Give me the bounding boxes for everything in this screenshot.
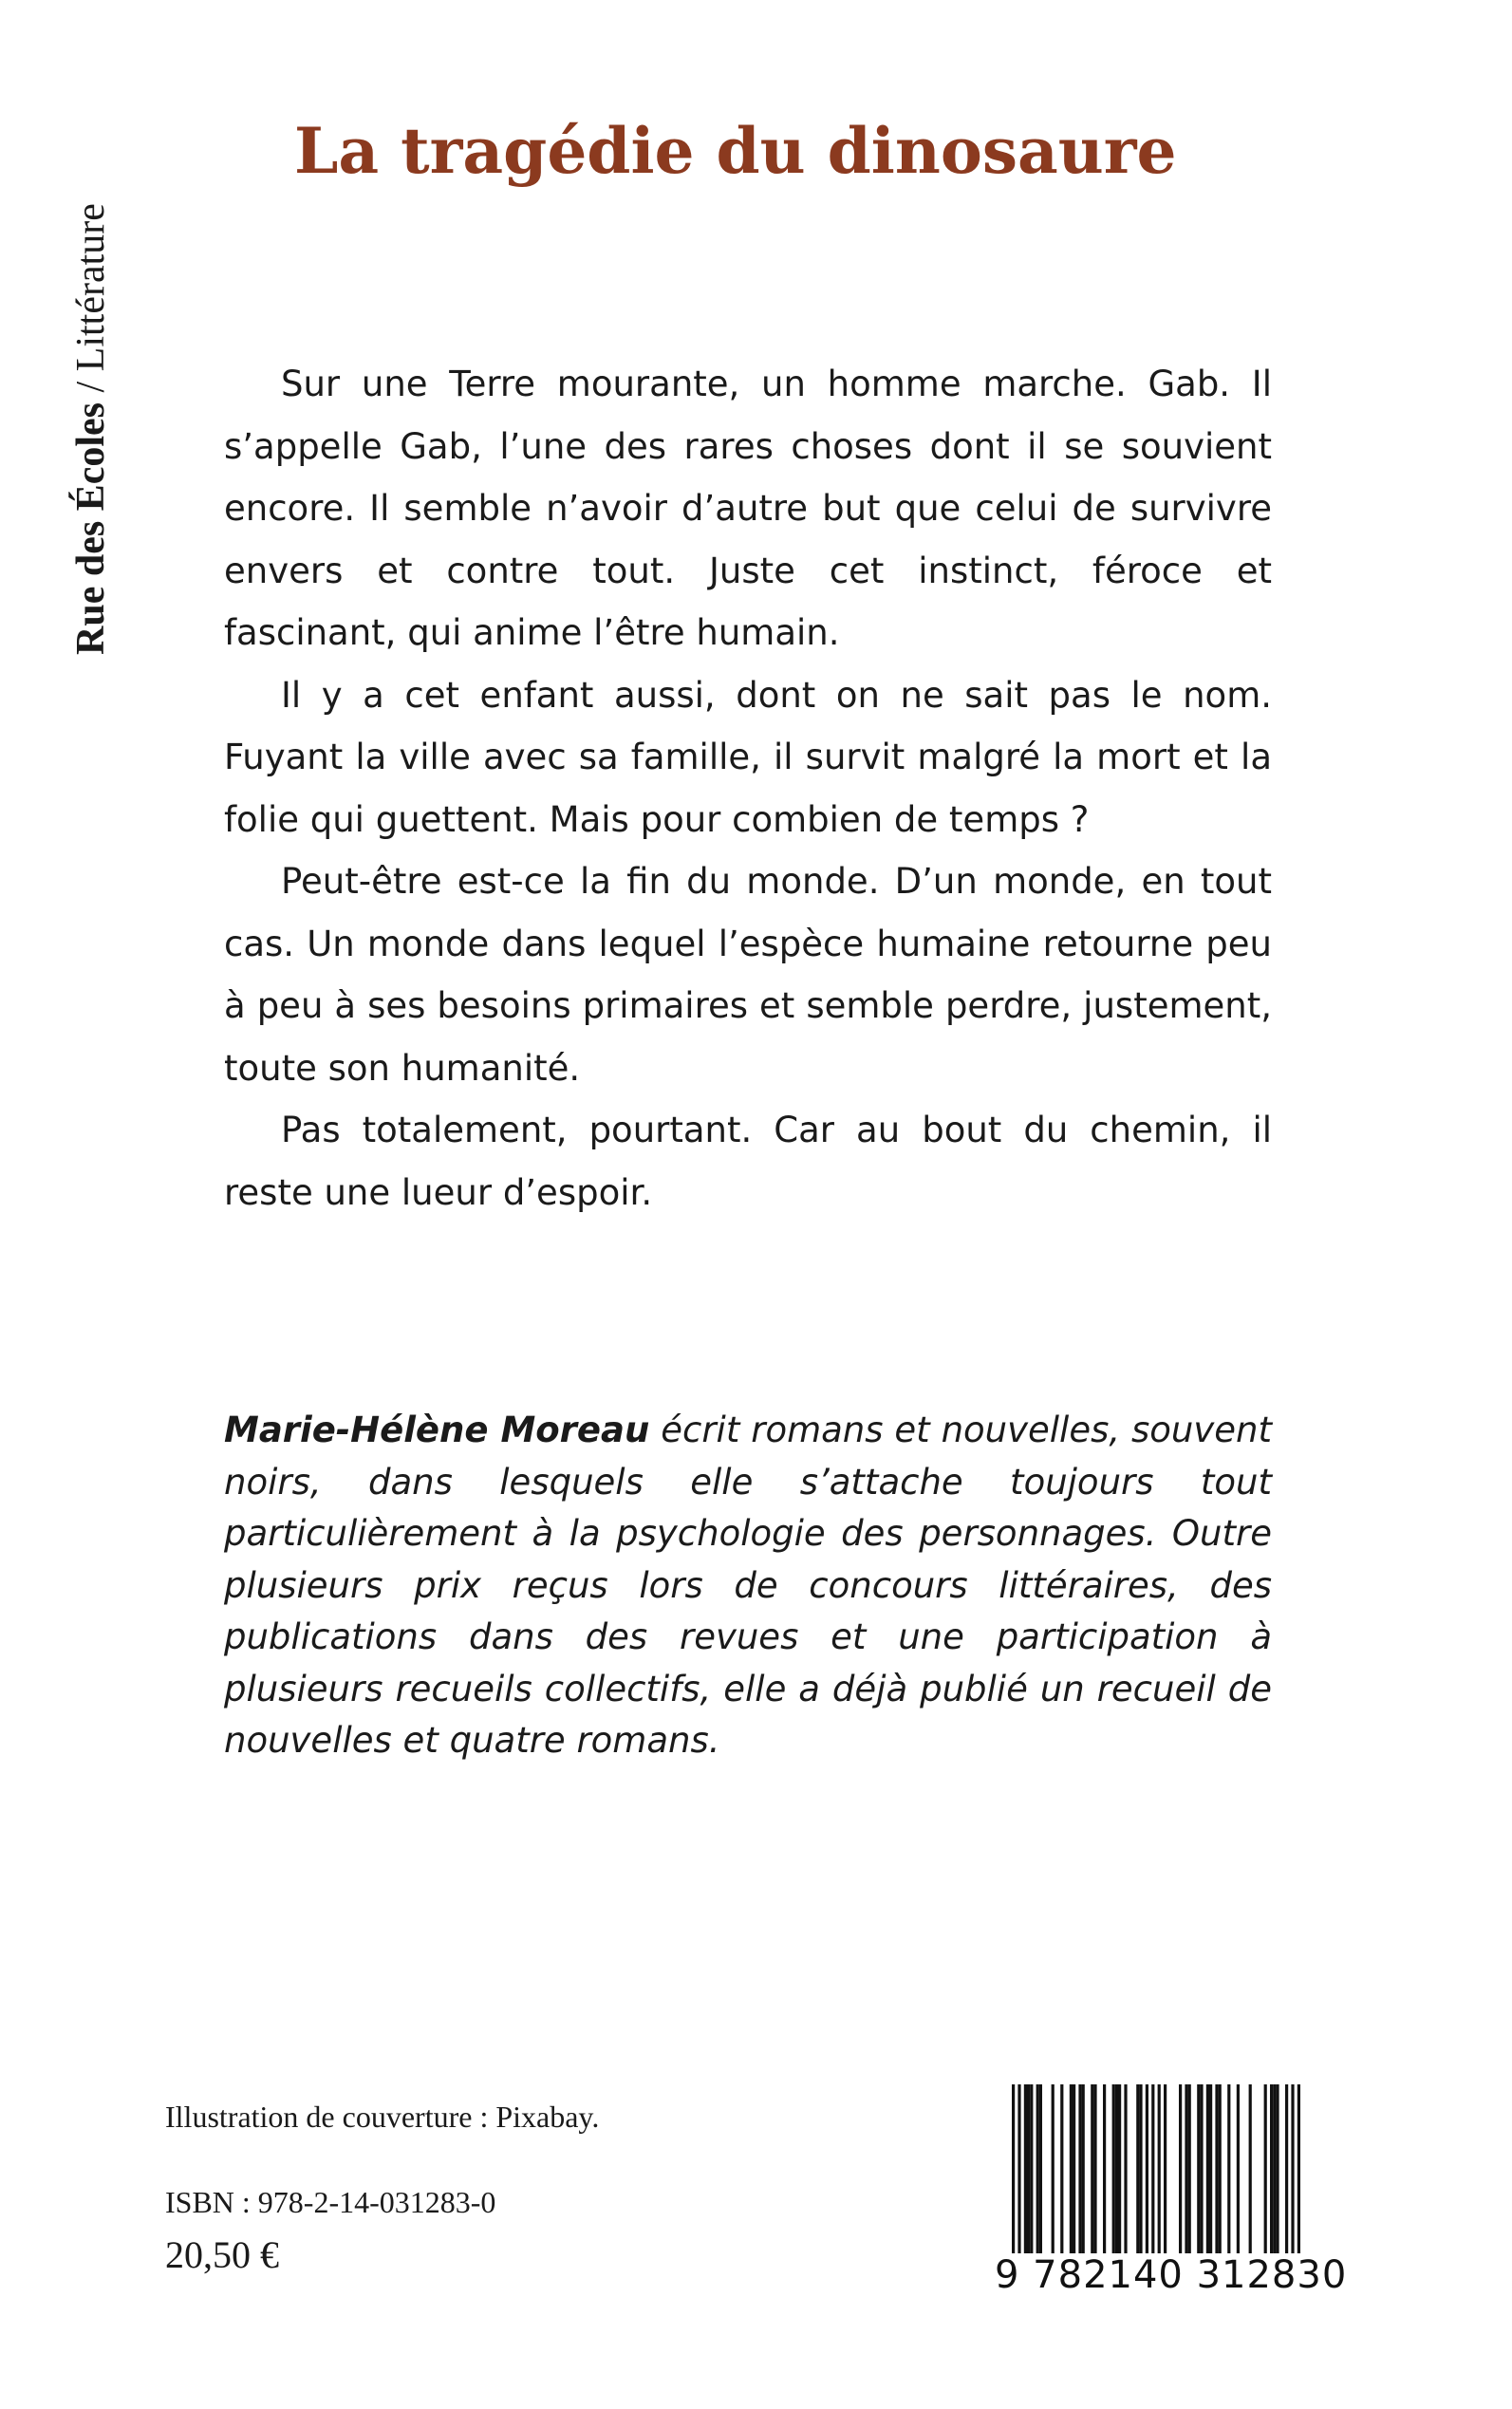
barcode-bar <box>1103 2084 1106 2265</box>
spine-separator: / <box>69 371 113 402</box>
blurb-paragraph: Peut-être est-ce la fin du monde. D’un monde, en tout cas. Un monde dans lequel l’espèce humaine retourne peu à peu à ses besoins primaires et semble perdre, justement, toute son humanité. <box>224 861 1272 1089</box>
barcode-bar <box>1060 2084 1063 2265</box>
barcode-bar <box>1027 2084 1030 2265</box>
barcode-bar <box>1036 2084 1039 2265</box>
barcode-bar <box>1188 2084 1191 2265</box>
barcode-digits: 9 782140 312830 <box>995 2253 1348 2297</box>
barcode-bar <box>1200 2084 1203 2265</box>
blurb-paragraph: Sur une Terre mourante, un homme marche. Gab. Il s’appelle Gab, l’une des rares choses dont il se souvient encore. Il semble n’avoir d’autre but que celui de survivre envers et contre tout. Juste cet instinct, féroce et fascinant, qui anime l’être humain. <box>224 364 1272 653</box>
barcode-bar <box>1118 2084 1121 2265</box>
barcode-bar <box>1197 2084 1200 2265</box>
barcode-bar <box>1073 2084 1075 2265</box>
blurb <box>224 353 1272 1223</box>
barcode-bar <box>1039 2084 1042 2265</box>
barcode-bar <box>1209 2084 1212 2265</box>
barcode-bar <box>1179 2084 1182 2265</box>
barcode-bar <box>1264 2084 1267 2265</box>
price: 20,50 € <box>165 2233 279 2276</box>
author-name: Marie-Hélène Moreau <box>224 1410 650 1450</box>
barcode-bar <box>1139 2084 1142 2265</box>
barcode-bar <box>1276 2084 1279 2265</box>
barcode-bars <box>995 2084 1317 2265</box>
series-name: Rue des Écoles <box>69 402 113 655</box>
book-title: La tragédie du dinosaure <box>294 114 1177 188</box>
barcode-bar <box>1215 2084 1218 2265</box>
barcode-bar <box>1164 2084 1167 2265</box>
barcode-bar <box>1146 2084 1148 2265</box>
barcode-bar <box>1052 2084 1055 2265</box>
barcode-bar <box>1112 2084 1115 2265</box>
barcode-bar <box>1249 2084 1252 2265</box>
barcode-bar <box>1078 2084 1081 2265</box>
barcode-bar <box>1115 2084 1118 2265</box>
barcode-bar <box>1070 2084 1073 2265</box>
barcode-bar <box>1091 2084 1093 2265</box>
barcode-bar <box>1285 2084 1288 2265</box>
barcode-bar <box>1273 2084 1276 2265</box>
barcode-bar <box>1012 2084 1015 2265</box>
cover-credit: Illustration de couverture : Pixabay. <box>165 2100 600 2134</box>
barcode-bar <box>1124 2084 1127 2265</box>
barcode-bar <box>1151 2084 1154 2265</box>
author-bio-text: écrit romans et nouvelles, souvent noirs, dans lesquels elle s’attache toujours tout particulièrement à la psychologie des personnages. Outre plusieurs prix reçus lors de concours littéraires, des publications dans des revues et une participation à plusieurs recueils collectifs, elle a déjà publié un recueil de nouvelles et quatre romans. <box>224 1410 1272 1761</box>
author-bio <box>224 1405 1272 1767</box>
barcode-bar <box>1185 2084 1187 2265</box>
blurb-paragraph: Il y a cet enfant aussi, dont on ne sait pas le nom. Fuyant la ville avec sa famille, il survit malgré la mort et la folie qui guettent. Mais pour combien de temps ? <box>224 674 1272 840</box>
barcode-bar <box>1024 2084 1027 2265</box>
barcode-bar <box>1237 2084 1240 2265</box>
barcode-bar <box>1297 2084 1300 2265</box>
barcode-bar <box>1158 2084 1161 2265</box>
barcode-bar <box>1219 2084 1222 2265</box>
barcode-bar <box>1291 2084 1294 2265</box>
barcode-bar <box>1030 2084 1033 2265</box>
barcode-bar <box>1206 2084 1209 2265</box>
isbn: ISBN : 978-2-14-031283-0 <box>165 2185 496 2219</box>
barcode-bar <box>1270 2084 1273 2265</box>
barcode-bar <box>1017 2084 1020 2265</box>
barcode-bar <box>1093 2084 1096 2265</box>
barcode-bar <box>1082 2084 1085 2265</box>
blurb-paragraph: Pas totalement, pourtant. Car au bout du chemin, il reste une lueur d’espoir. <box>224 1110 1272 1213</box>
barcode-bar <box>1227 2084 1230 2265</box>
collection-name: Littérature <box>69 203 113 372</box>
spine-label <box>68 203 114 655</box>
barcode-bar <box>1136 2084 1139 2265</box>
barcode <box>995 2084 1348 2306</box>
